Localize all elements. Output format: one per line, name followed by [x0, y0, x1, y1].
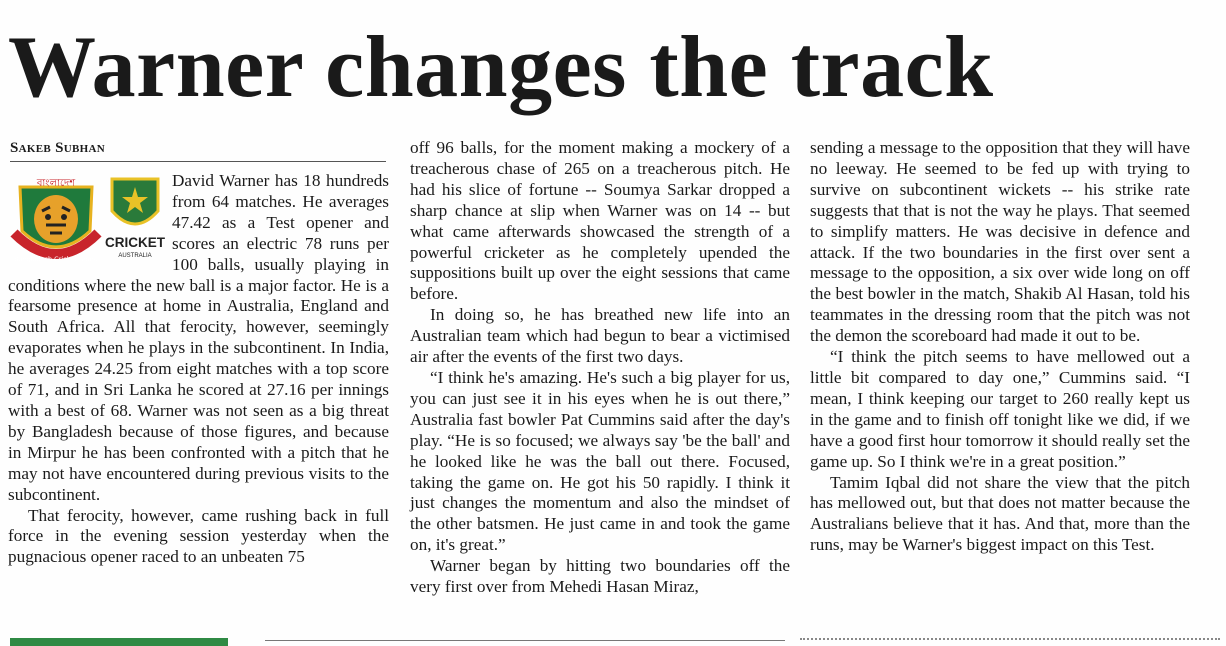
paragraph: That ferocity, however, came rushing back in full force in the evening session yesterday when the pugnacious opener raced to an unbeaten 75 [8, 505, 389, 567]
paragraph: “I think the pitch seems to have mellowed out a little bit compared to day one,” Cummins said. “I mean, I think keeping our target to 260 really kept us in the game and to finish off tonight like we did, if we have a good first hour tomorrow it should really set the game up. So I think we're in a great position.” [810, 347, 1190, 471]
ca-name: CRICKET [105, 235, 165, 250]
bottom-rule [265, 640, 785, 641]
article-column-3 [810, 138, 1190, 556]
bottom-dotted-rule [800, 638, 1220, 644]
paragraph: Tamim Iqbal did not share the view that the pitch has mellowed out, but that does not matter because the Australians believe that it has. And that, more than the runs, may be Warner's biggest impact on this Test. [810, 472, 1190, 555]
bottom-green-bar [10, 638, 228, 646]
bcb-top-text: বাংলাদেশ [36, 178, 76, 189]
byline: Sakeb Subhan [10, 140, 386, 162]
article-column-2 [410, 138, 790, 598]
paragraph: “I think he's amazing. He's such a big player for us, you can just see it in his eyes when he is out there,” Australia fast bowler Pat Cummins said after the day's play. “He is so focused; we always say 'be the ball' and he looked like he was the ball out there. Focused, taking the game on. He got his 50 rapidly. I think it just changes the momentum and also the mindset of the other batsmen. He just came in and took the game on, it's great.” [410, 367, 790, 555]
paragraph: Warner began by hitting two boundaries off the very first over from Mehedi Hasan Miraz, [410, 556, 790, 597]
paragraph: David Warner has 18 hundreds from 64 matches. He averages 47.42 as a Test opener and scores an electric 78 runs per 100 balls, usually playing in conditions where the new ball is a major factor. He is a fearsome presence at home in Australia, England and South Africa. All that ferocity, however, seemingly evaporates when he plays in the subcontinent. In India, he averages 24.25 from eight matches with a top score of 71, and in Sri Lanka he scored at 27.16 per innings with a best of 68. Warner was not seen as a big threat by Bangladesh because of those figures, and because in Mirpur he has been confronted with a pitch that he may not have encountered during previous visits to the subcontinent. [8, 171, 389, 504]
paragraph: In doing so, he has breathed new life into an Australian team which had begun to bear a victimised air after the events of the first two days. [410, 305, 790, 367]
bcb-ring-text: Bangladesh Cricket Board [13, 255, 99, 263]
team-logos [8, 173, 166, 273]
article-column-1 [8, 171, 389, 568]
paragraph: sending a message to the opposition that they will have no leeway. He seemed to be fed up with trying to survive on subcontinent wickets -- his strike rate suggests that that is not the way he plays. That seemed to simplify matters. He was decisive in defence and attack. If the two boundaries in the first over sent a message to the opposition, a six over wide long on off the best bowler in the match, Shakib Al Hasan, told his teammates in the dressing room that the pitch was not the demon the scoreboard had made it out to be. [810, 138, 1190, 346]
paragraph: off 96 balls, for the moment making a mockery of a treacherous chase of 265 on a treacherous pitch. He had his slice of fortune -- Soumya Sarkar dropped a sharp chance at slip when Warner was on 14 -- but what came afterwards showcased the strength of a powerful cricketer as he completely upended the suppositions built up over the eight sessions that came before. [410, 138, 790, 304]
ca-sub: AUSTRALIA [118, 253, 152, 259]
bangladesh-cricket-board-logo [10, 175, 102, 267]
headline: Warner changes the track [8, 19, 994, 116]
cricket-australia-logo [104, 175, 166, 263]
